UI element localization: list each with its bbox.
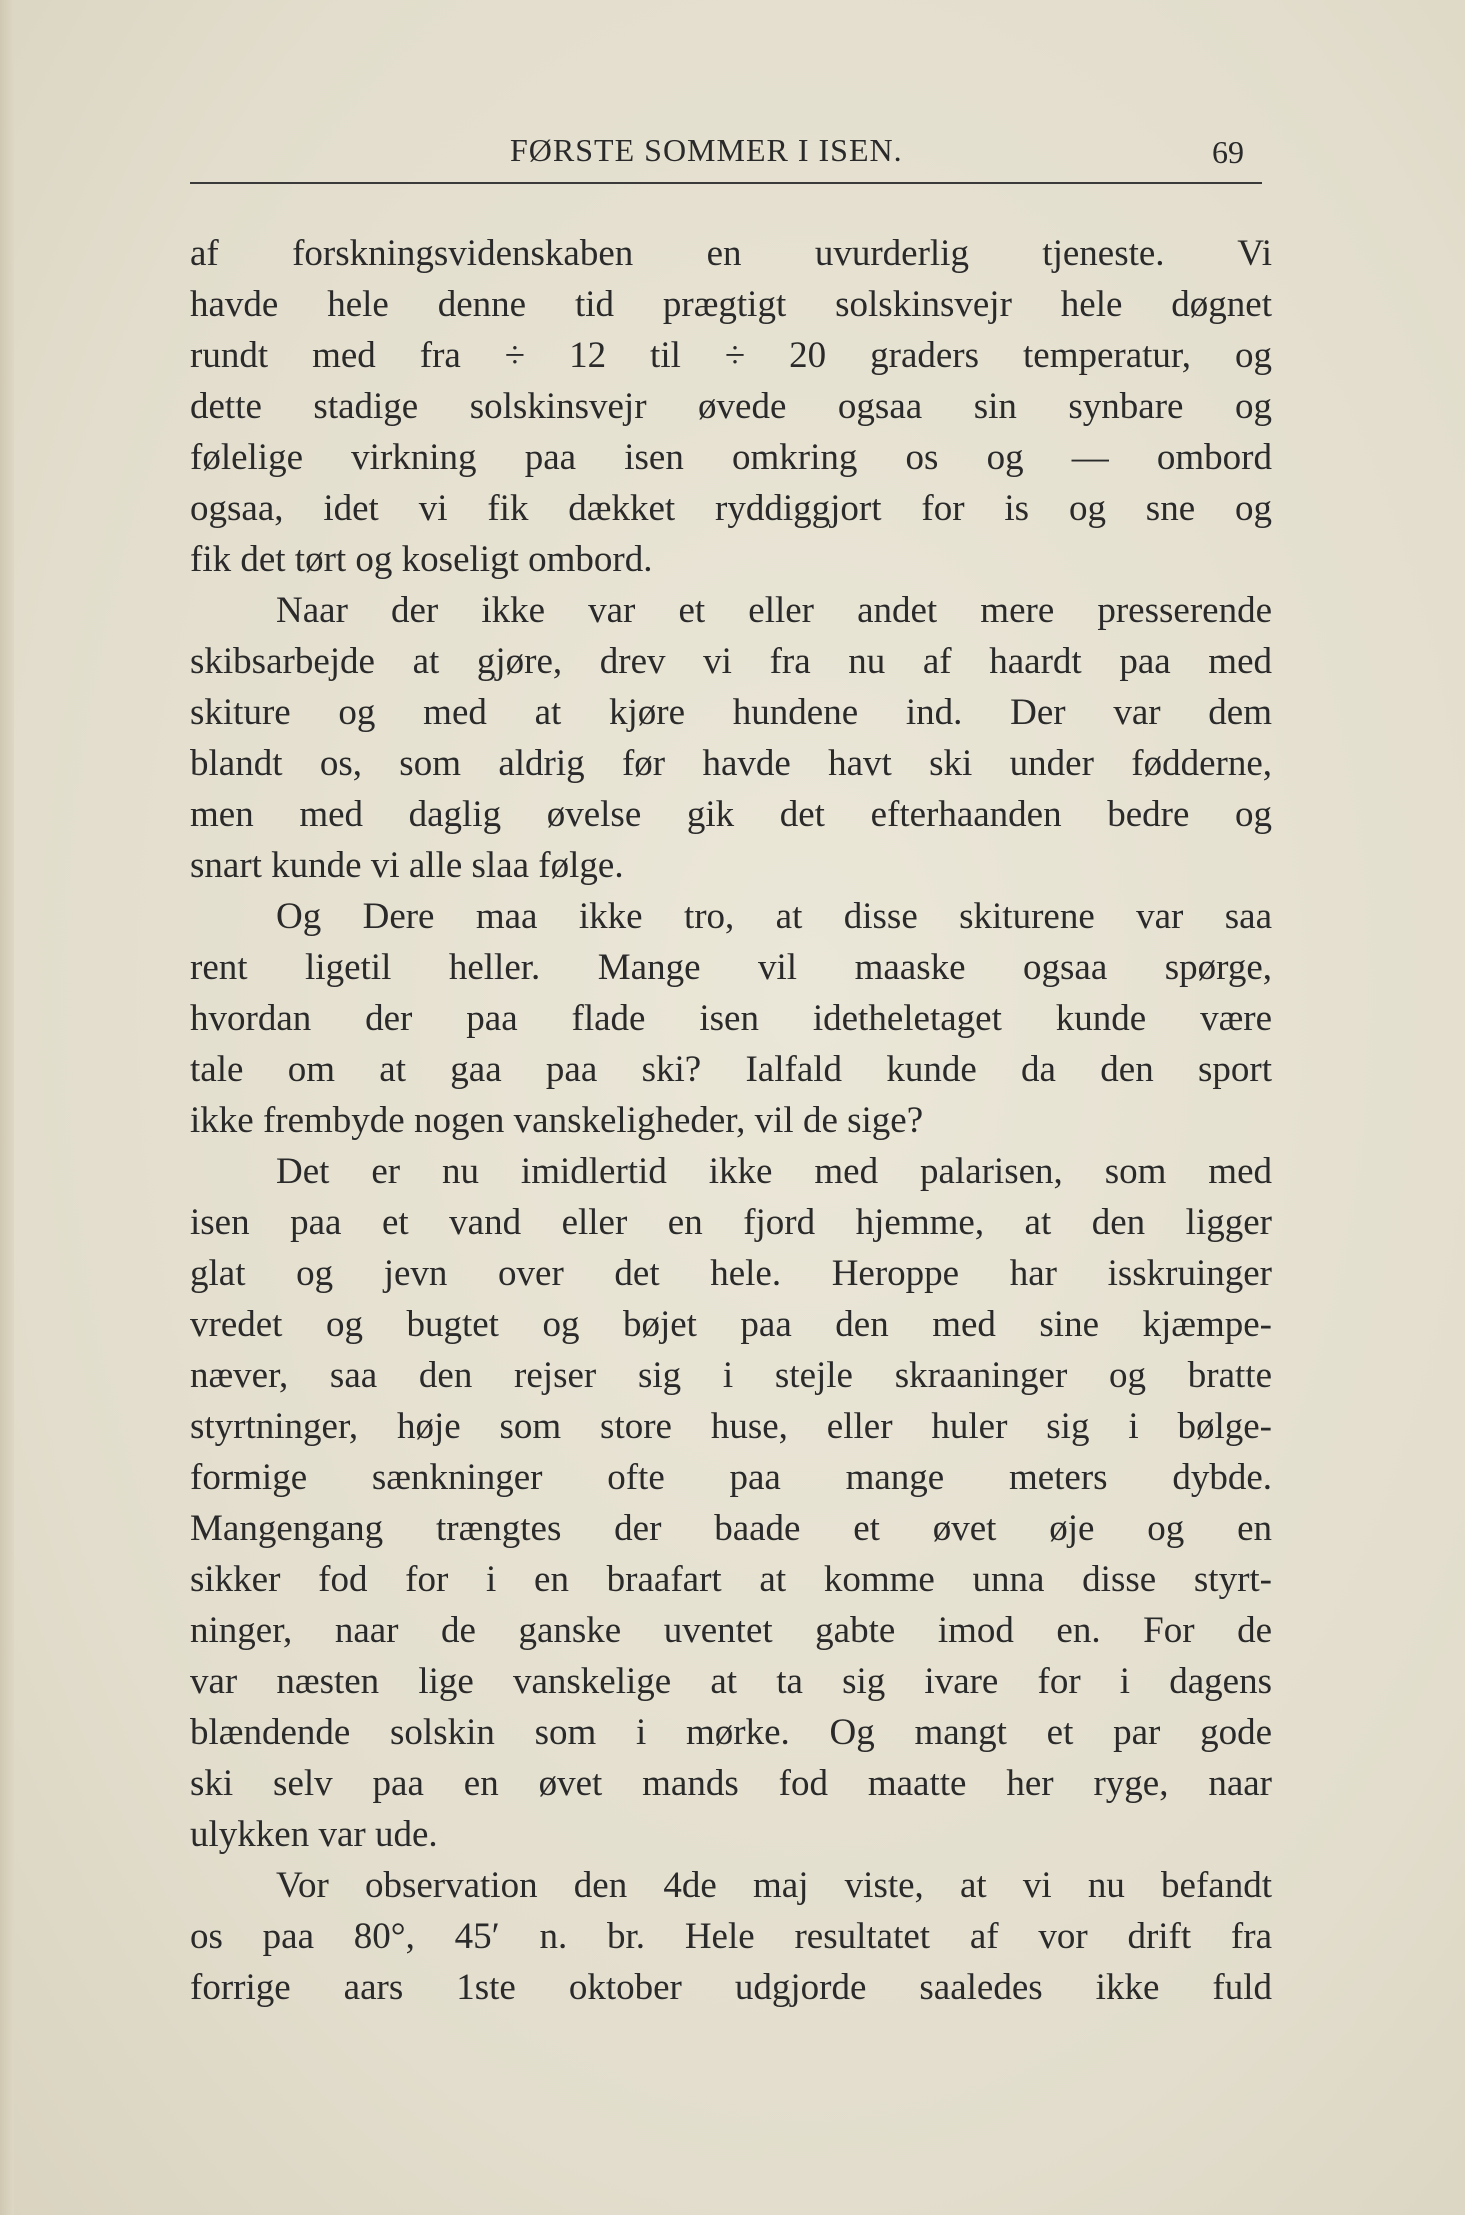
- text-line: af forskningsvidenskaben en uvurderlig tjeneste. Vi: [190, 233, 1272, 274]
- text-line: forrige aars 1ste oktober udgjorde saaledes ikke fuld: [190, 1967, 1272, 2008]
- text-line: ulykken var ude.: [190, 1814, 438, 1855]
- header-rule: [190, 182, 1262, 184]
- text-line: Naar der ikke var et eller andet mere presserende: [276, 590, 1272, 631]
- text-line: Og Dere maa ikke tro, at disse skiturene var saa: [276, 896, 1272, 937]
- page-number: 69: [1212, 134, 1244, 170]
- text-line: glat og jevn over det hele. Heroppe har isskruinger: [190, 1253, 1272, 1294]
- text-line: styrtninger, høje som store huse, eller huler sig i bølge-: [190, 1406, 1272, 1447]
- page-binding-edge: [0, 0, 14, 2215]
- text-line: følelige virkning paa isen omkring os og — ombord: [190, 437, 1272, 478]
- text-line: sikker fod for i en braafart at komme unna disse styrt-: [190, 1559, 1272, 1600]
- text-line: Det er nu imidlertid ikke med palarisen, som med: [276, 1151, 1272, 1192]
- text-line: Vor observation den 4de maj viste, at vi nu befandt: [276, 1865, 1272, 1906]
- text-line: ikke frembyde nogen vanskeligheder, vil de sige?: [190, 1100, 924, 1141]
- text-line: rundt med fra ÷ 12 til ÷ 20 graders temperatur, og: [190, 335, 1272, 376]
- text-line: formige sænkninger ofte paa mange meters dybde.: [190, 1457, 1272, 1498]
- text-line: vredet og bugtet og bøjet paa den med sine kjæmpe-: [190, 1304, 1272, 1345]
- text-line: blændende solskin som i mørke. Og mangt et par gode: [190, 1712, 1272, 1753]
- text-line: fik det tørt og koseligt ombord.: [190, 539, 653, 580]
- text-line: Mangengang trængtes der baade et øvet øje og en: [190, 1508, 1272, 1549]
- text-line: skiture og med at kjøre hundene ind. Der var dem: [190, 692, 1272, 733]
- text-line: havde hele denne tid prægtigt solskinsvejr hele døgnet: [190, 284, 1272, 325]
- text-line: skibsarbejde at gjøre, drev vi fra nu af haardt paa med: [190, 641, 1272, 682]
- text-line: dette stadige solskinsvejr øvede ogsaa sin synbare og: [190, 386, 1272, 427]
- running-title: FØRSTE SOMMER I ISEN.: [510, 132, 903, 168]
- text-line: isen paa et vand eller en fjord hjemme, at den ligger: [190, 1202, 1272, 1243]
- text-line: tale om at gaa paa ski? Ialfald kunde da den sport: [190, 1049, 1272, 1090]
- text-line: hvordan der paa flade isen idetheletaget kunde være: [190, 998, 1272, 1039]
- text-line: næver, saa den rejser sig i stejle skraaninger og bratte: [190, 1355, 1272, 1396]
- text-line: os paa 80°, 45′ n. br. Hele resultatet af vor drift fra: [190, 1916, 1272, 1957]
- text-line: rent ligetil heller. Mange vil maaske ogsaa spørge,: [190, 947, 1272, 988]
- text-line: ninger, naar de ganske uventet gabte imod en. For de: [190, 1610, 1272, 1651]
- text-line: ogsaa, idet vi fik dækket ryddiggjort for is og sne og: [190, 488, 1272, 529]
- body-text: [190, 228, 1272, 2013]
- page-header: [190, 128, 1262, 178]
- text-line: blandt os, som aldrig før havde havt ski under fødderne,: [190, 743, 1272, 784]
- text-line: snart kunde vi alle slaa følge.: [190, 845, 624, 886]
- text-line: men med daglig øvelse gik det efterhaanden bedre og: [190, 794, 1272, 835]
- text-line: ski selv paa en øvet mands fod maatte her ryge, naar: [190, 1763, 1272, 1804]
- text-line: var næsten lige vanskelige at ta sig ivare for i dagens: [190, 1661, 1272, 1702]
